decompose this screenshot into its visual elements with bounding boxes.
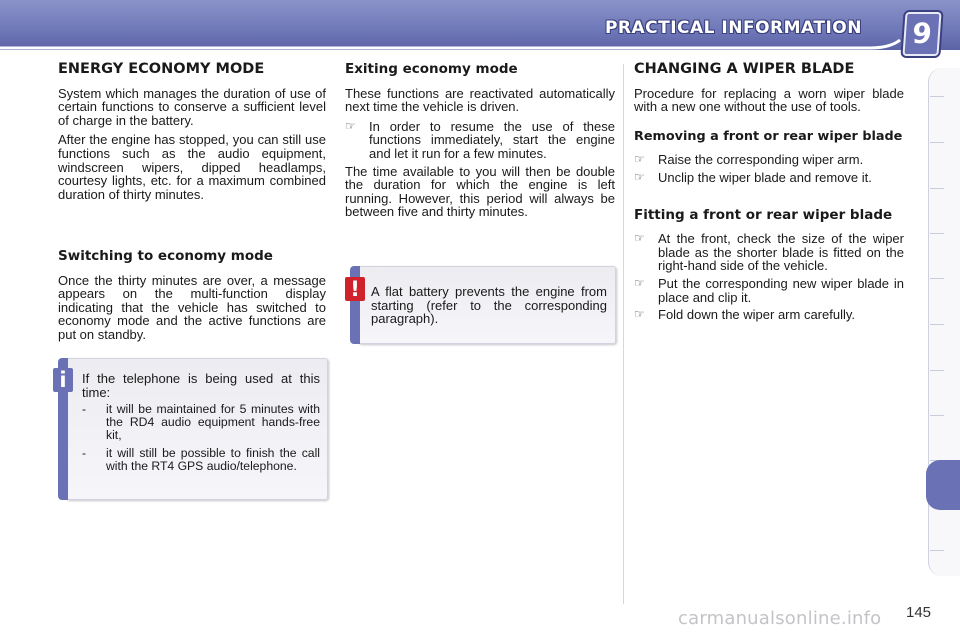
dash-marker: - (82, 402, 87, 417)
paragraph: These functions are reactivated automatically next time the vehicle is driven. (345, 85, 615, 115)
subsection-title: Exiting economy mode (345, 61, 518, 77)
list-item (634, 277, 904, 304)
watermark: carmanualsonline.info (678, 608, 882, 629)
header-curve-decoration (0, 38, 960, 54)
section-title: ENERGY ECONOMY MODE (58, 61, 265, 77)
info-note-text (82, 372, 320, 478)
list-item (82, 447, 320, 473)
subsection-title: Fitting a front or rear wiper blade (634, 206, 893, 223)
list-item-text: In order to resume the use of these functions immediately, start the engine and let it run for a few minutes. (369, 118, 615, 161)
pointing-hand-icon: ☞ (345, 118, 356, 133)
pointing-hand-icon: ☞ (634, 152, 645, 167)
info-icon: i (53, 368, 73, 392)
active-chapter-tab[interactable] (926, 460, 960, 510)
list-item-text: At the front, check the size of the wiper blade as the shorter blade is fitted on the right-hand side of the vehicle. (658, 231, 904, 274)
tab-divider (930, 188, 944, 189)
list-item-text: Fold down the wiper arm carefully. (658, 307, 856, 323)
tab-divider (930, 233, 944, 234)
paragraph: System which manages the duration of use of certain functions to conserve a sufficient level of charge in the battery. (58, 85, 326, 128)
note-text: A flat battery prevents the engine from starting (refer to the corresponding paragraph). (371, 284, 607, 327)
pointing-hand-icon: ☞ (634, 275, 645, 290)
tab-divider (930, 278, 944, 279)
pointing-hand-icon: ☞ (634, 169, 645, 184)
list-item (82, 403, 320, 442)
warning-icon: ! (345, 277, 365, 301)
chapter-number-badge: 9 (902, 12, 941, 56)
exiting-economy-section (345, 63, 615, 225)
list-item-text: Put the corresponding new wiper blade in place and clip it. (658, 275, 904, 305)
list-item-text: it will still be possible to finish the call with the RT4 GPS audio/telephone. (106, 446, 320, 474)
wiper-blade-section (634, 63, 904, 326)
list-item (634, 232, 904, 273)
tab-divider (930, 370, 944, 371)
list-item (345, 120, 615, 161)
page-number: 145 (906, 604, 932, 621)
tab-divider (930, 550, 944, 551)
list-item-text: Unclip the wiper blade and remove it. (658, 169, 872, 185)
tab-divider (930, 415, 944, 416)
paragraph: After the engine has stopped, you can still use functions such as the audio equipment, windscreen wipers, dipped headlamps, courtesy lights, etc. for a maximum combined duration of thirty minutes. (58, 132, 326, 202)
chapter-title: PRACTICAL INFORMATION (604, 18, 862, 38)
section-title: CHANGING A WIPER BLADE (634, 61, 855, 77)
list-item (634, 171, 904, 185)
pointing-hand-icon: ☞ (634, 307, 645, 322)
subsection-title: Switching to economy mode (58, 248, 273, 264)
paragraph: The time available to you will then be double the duration for which the engine is left running. However, this period will always be between five and thirty minutes. (345, 163, 615, 220)
paragraph: Procedure for replacing a worn wiper blade with a new one without the use of tools. (634, 85, 904, 115)
subsection-title: Removing a front or rear wiper blade (634, 128, 903, 144)
dash-marker: - (82, 446, 87, 461)
warning-note-text (371, 285, 607, 330)
tab-divider (930, 324, 944, 325)
pointing-hand-icon: ☞ (634, 231, 645, 246)
list-item (634, 308, 904, 322)
list-item-text: it will be maintained for 5 minutes with the RD4 audio equipment hands-free kit, (106, 402, 320, 443)
energy-economy-section (58, 63, 326, 207)
note-intro: If the telephone is being used at this time: (82, 371, 320, 400)
tab-divider (930, 96, 944, 97)
list-item-text: Raise the corresponding wiper arm. (658, 152, 864, 168)
switching-economy-section (58, 250, 326, 348)
column-divider (623, 64, 624, 604)
list-item (634, 153, 904, 167)
tab-divider (930, 142, 944, 143)
paragraph: Once the thirty minutes are over, a message appears on the multi-function display indicating that the vehicle has switched to economy mode and the active functions are put on standby. (58, 272, 326, 342)
